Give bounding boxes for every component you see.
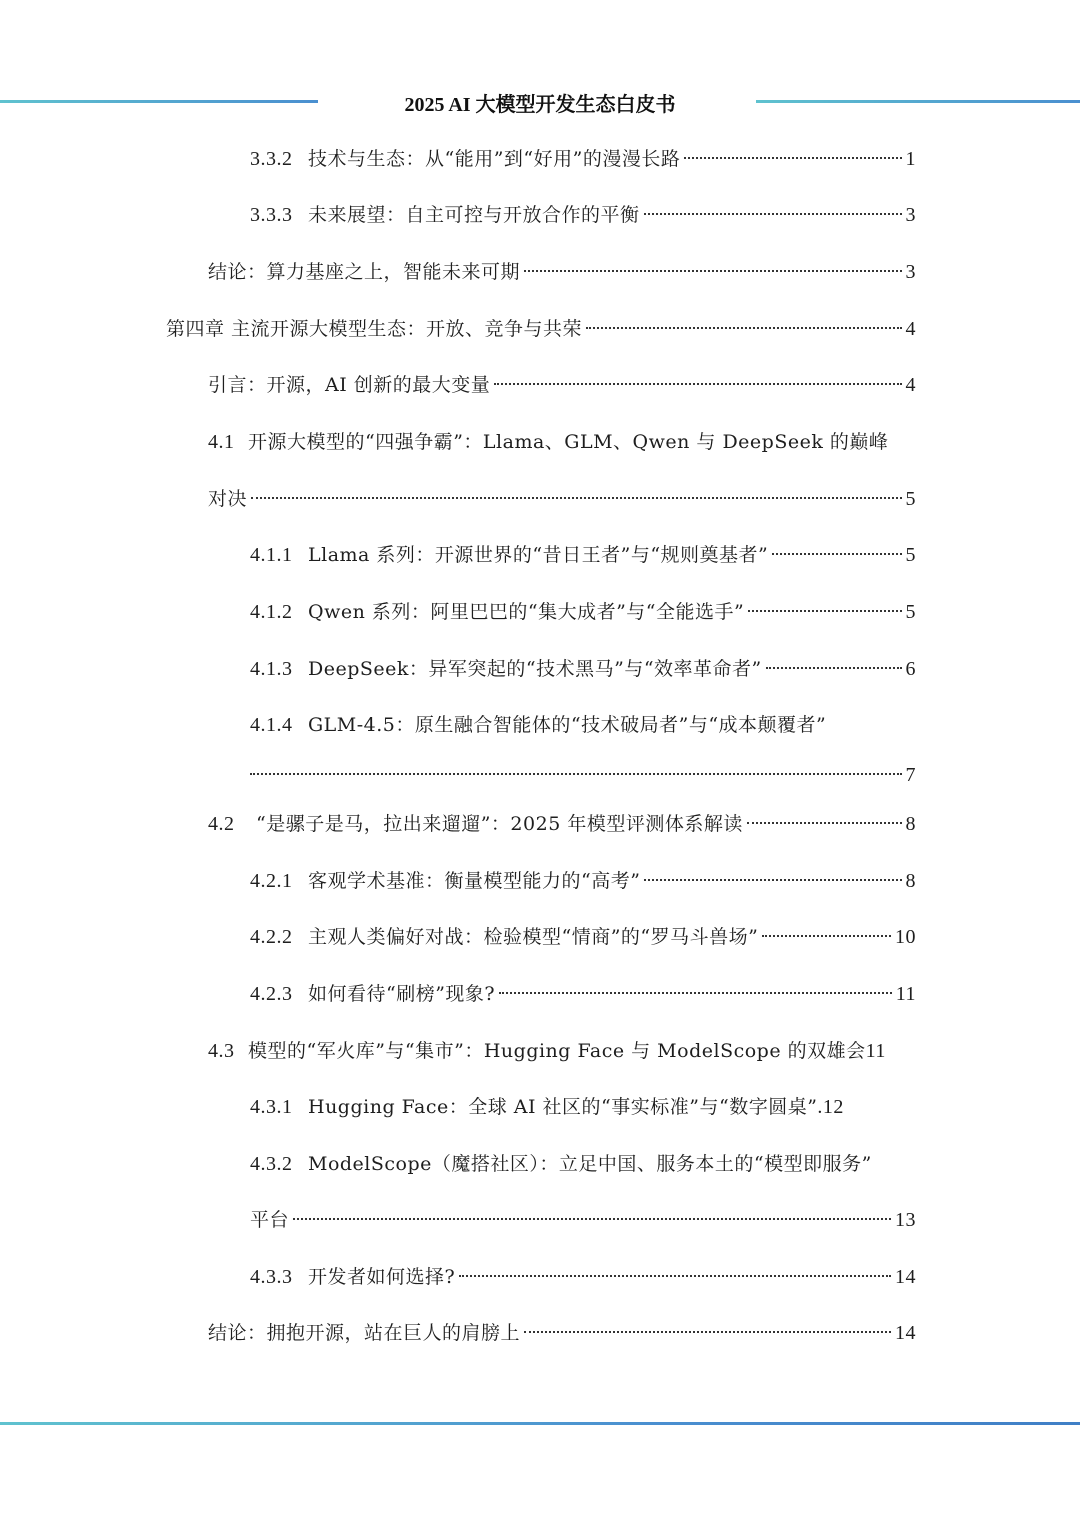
toc-leader-dots [499, 991, 892, 994]
toc-page-number: 4 [905, 374, 916, 396]
toc-leader-dots [747, 821, 902, 824]
toc-entry[interactable] [250, 980, 916, 1008]
toc-title: 开源大模型的“四强争霸”：Llama、GLM、Qwen 与 DeepSeek 的巅峰 [248, 431, 889, 453]
toc-entry[interactable] [250, 598, 916, 626]
toc-number: 4.1.3 [250, 658, 293, 680]
toc-entry-continuation[interactable] [208, 485, 916, 513]
toc-number: 3.3.3 [250, 204, 293, 226]
toc-entry[interactable] [208, 428, 916, 456]
toc-title: Qwen 系列：阿里巴巴的“集大成者”与“全能选手” [308, 601, 745, 623]
toc-page-number: .12 [817, 1096, 844, 1118]
toc-title-continued: 对决 [208, 488, 248, 510]
toc-title: DeepSeek：异军突起的“技术黑马”与“效率革命者” [308, 658, 762, 680]
toc-number: 4.2.3 [250, 983, 293, 1005]
toc-entry-continuation[interactable] [250, 761, 916, 789]
toc-title: Hugging Face：全球 AI 社区的“事实标准”与“数字圆桌” [308, 1096, 818, 1118]
toc-entry[interactable] [250, 1263, 916, 1291]
toc-page-number: 13 [895, 1209, 916, 1231]
toc-entry[interactable] [208, 810, 916, 838]
toc-number: 4.3.1 [250, 1096, 293, 1118]
toc-page-number: 5 [905, 544, 916, 566]
toc-leader-dots [762, 934, 891, 937]
toc-page-number: 4 [905, 318, 916, 340]
toc-leader-dots [766, 666, 902, 669]
toc-title: 引言：开源，AI 创新的最大变量 [208, 374, 491, 396]
toc-number: 3.3.2 [250, 148, 293, 170]
toc-page-number: 14 [895, 1266, 916, 1288]
footer-rule [0, 1422, 1080, 1425]
toc-entry[interactable] [208, 1319, 916, 1347]
toc-page-number: 14 [895, 1322, 916, 1344]
toc-leader-dots [251, 496, 901, 499]
toc-page-number: 8 [905, 813, 916, 835]
toc-page-number: 10 [895, 926, 916, 948]
toc-number: 4.2.2 [250, 926, 293, 948]
toc-page-number: 3 [905, 204, 916, 226]
toc-leader-dots [524, 269, 901, 272]
toc-title: 第四章 主流开源大模型生态：开放、竞争与共荣 [166, 318, 583, 340]
toc-number: 4.1.2 [250, 601, 293, 623]
page-header-title: 2025 AI 大模型开发生态白皮书 [404, 94, 676, 116]
toc-entry[interactable] [250, 201, 916, 229]
toc-leader-dots [293, 1217, 891, 1220]
toc-leader-dots [494, 382, 901, 385]
toc-leader-dots [684, 156, 901, 159]
toc-leader-dots [644, 212, 902, 215]
toc-title: GLM-4.5：原生融合智能体的“技术破局者”与“成本颠覆者” [308, 714, 827, 736]
toc-number: 4.1 [208, 431, 235, 453]
toc-leader-dots [250, 772, 902, 775]
toc-entry[interactable] [250, 867, 916, 895]
toc-entry[interactable] [250, 1150, 916, 1178]
toc-entry-chapter[interactable] [166, 315, 916, 343]
toc-title: 开发者如何选择? [308, 1266, 456, 1288]
toc-title: 主观人类偏好对战：检验模型“情商”的“罗马斗兽场” [308, 926, 759, 948]
toc-entry-continuation[interactable] [250, 1206, 916, 1234]
toc-leader-dots [772, 552, 901, 555]
toc-page-number: 8 [905, 870, 916, 892]
toc-number: 4.3.3 [250, 1266, 293, 1288]
toc-page-number: 11 [895, 983, 916, 1005]
toc-title: 技术与生态：从“能用”到“好用”的漫漫长路 [308, 148, 681, 170]
toc-number: 4.3 [208, 1040, 235, 1062]
toc-page-number: 5 [905, 488, 916, 510]
toc-title: 客观学术基准：衡量模型能力的“高考” [308, 870, 641, 892]
toc-entry[interactable] [250, 145, 916, 173]
toc-leader-dots [586, 326, 901, 329]
toc-title: ModelScope（魔搭社区）：立足中国、服务本土的“模型即服务” [308, 1153, 872, 1175]
toc-title: 结论：算力基座之上，智能未来可期 [208, 261, 521, 283]
toc-leader-dots [524, 1330, 891, 1333]
toc-title-continued: 平台 [250, 1209, 290, 1231]
toc-number: 4.3.2 [250, 1153, 293, 1175]
toc-number: 4.1.4 [250, 714, 293, 736]
toc-entry[interactable] [208, 1037, 928, 1065]
toc-number: 4.2.1 [250, 870, 293, 892]
toc-title: Llama 系列：开源世界的“昔日王者”与“规则奠基者” [308, 544, 769, 566]
toc-page-number: 3 [905, 261, 916, 283]
toc-number: 4.1.1 [250, 544, 293, 566]
toc-page-number: 5 [905, 601, 916, 623]
toc-leader-dots [459, 1274, 891, 1277]
toc-entry[interactable] [250, 655, 916, 683]
toc-entry[interactable] [250, 711, 916, 739]
toc-entry[interactable] [250, 541, 916, 569]
toc-entry[interactable] [208, 258, 916, 286]
toc-title: “是骡子是马，拉出来遛遛”：2025 年模型评测体系解读 [256, 813, 743, 835]
toc-title: 如何看待“刷榜”现象? [308, 983, 496, 1005]
toc-entry[interactable] [250, 923, 916, 951]
toc-leader-dots [748, 609, 901, 612]
toc-page-number: 6 [905, 658, 916, 680]
toc-entry[interactable] [208, 371, 916, 399]
toc-page-number: 1 [905, 148, 916, 170]
toc-page-number: 11 [865, 1040, 886, 1062]
toc-page-number: 7 [905, 764, 916, 786]
toc-entry[interactable] [250, 1093, 916, 1121]
toc-title: 结论：拥抱开源，站在巨人的肩膀上 [208, 1322, 521, 1344]
toc-leader-dots [644, 878, 901, 881]
toc-number: 4.2 [208, 813, 235, 835]
toc-title: 模型的“军火库”与“集市”：Hugging Face 与 ModelScope 的双雄会 [248, 1040, 866, 1062]
toc-title: 未来展望：自主可控与开放合作的平衡 [308, 204, 640, 226]
